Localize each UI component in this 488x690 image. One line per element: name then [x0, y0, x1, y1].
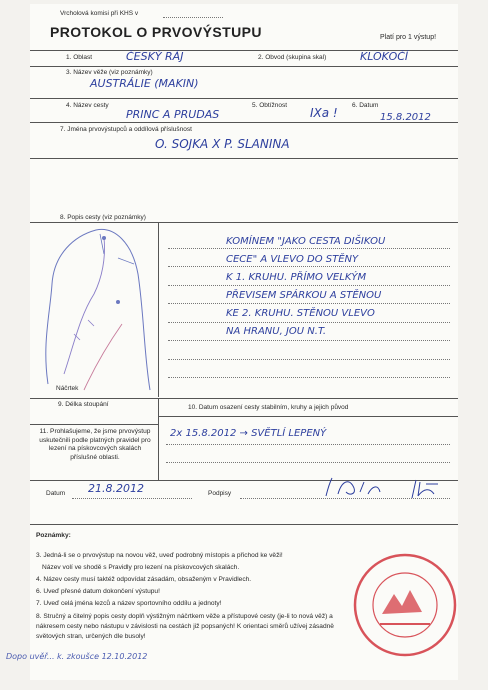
row-line-9 [30, 398, 458, 399]
popis-text-line: K 1. KRUHU. PŘÍMO VELKÝM [226, 272, 367, 283]
osazeni-line-1 [166, 444, 450, 445]
popis-line-2 [168, 266, 450, 267]
prohlaseni-text: 11. Prohlašujeme, že jsme prvovýstup uskutečnili podle platných pravidel pro lezení na pískovcových skalách příslušné oblasti. [39, 428, 151, 461]
valid-for-note: Platí pro 1 výstup! [380, 34, 437, 41]
popis-text-line: PŘEVISEM SPÁRKOU A STĚNOU [226, 290, 382, 301]
form-title: PROTOKOL O PRVOVÝSTUPU [50, 24, 262, 40]
row-line-3 [30, 98, 458, 99]
nazev-veze-label: 3. Název věže (viz poznámky) [66, 69, 153, 76]
popis-line-6 [168, 340, 450, 341]
datum2-underline [72, 498, 192, 499]
osazeni-value: 2x 15.8.2012 → SVĚTLÍ LEPENÝ [170, 428, 327, 439]
osazeni-line-2 [166, 462, 450, 463]
note-item: 6. Uveď přesné datum dokončení výstupu! [36, 588, 160, 595]
nazev-cesty-label: 4. Název cesty [66, 102, 109, 109]
row-line-7 [30, 158, 458, 159]
popis-text-line: KOMÍNEM "JAKO CESTA DIŠIKOU [226, 236, 386, 247]
sketch-box-divider [158, 222, 159, 397]
oblast-value: ČESKÝ RÁJ [126, 50, 184, 63]
popis-line-4 [168, 303, 450, 304]
datum2-value: 21.8.2012 [88, 482, 144, 495]
popis-line-8 [168, 377, 450, 378]
row-line-8 [30, 222, 458, 223]
note-item: 8. Stručný a čitelný popis cesty doplň výstižným náčrtkem věže a přístupové cesty (je-li to nová věž) a nákresem cesty nebo nástupu v závislosti na cestách již popsaných! K orientaci směrů užívej zásadně světových stran, určených dle busoly! [36, 613, 334, 640]
row-line-10 [30, 424, 158, 425]
row-line-1 [30, 66, 458, 67]
popis-text-line: KE 2. KRUHU. STĚNOU VLEVO [226, 308, 375, 319]
popis-line-7 [168, 359, 450, 360]
obtiznost-label: 5. Obtížnost [252, 102, 288, 109]
osazeni-underline [158, 416, 458, 417]
route-sketch [34, 224, 154, 394]
popis-text-line: CECE" A VLEVO DO STĚNY [226, 254, 359, 265]
protocol-form [6, 4, 458, 680]
note-item: 3. Jedná-li se o prvovýstup na novou věž, uveď podrobný místopis a přichod ke věži! [36, 552, 283, 559]
delka-label: 9. Délka stoupání [58, 401, 109, 408]
nazev-veze-value: AUSTRÁLIE (MAKIN) [90, 77, 199, 90]
jmena-label: 7. Jména prvovýstupců a oddílová příslušnost [60, 126, 192, 133]
committee-line: Vrcholová komisi při KHS v [60, 10, 139, 17]
nazev-cesty-value: PRINC A PRUDAS [126, 108, 220, 121]
obvod-label: 2. Obvod (skupina skal) [258, 54, 327, 61]
obtiznost-value: IXa ! [310, 106, 338, 120]
notes-divider [30, 524, 458, 525]
jmena-value: O. SOJKA X P. SLANINA [155, 137, 290, 151]
popis-text-line: NA HRANU, JOU N.T. [226, 326, 327, 337]
osazeni-label: 10. Datum osazení cesty stabilním, kruhy a jejich původ [188, 404, 349, 411]
footer-note: Dopo uvěř... k. zkoušce 12.10.2012 [6, 652, 148, 661]
note-item: 4. Název cesty musí taktéž odpovídat zásadám, obsaženým v Pravidlech. [36, 576, 252, 583]
datum-label: 6. Datum [352, 102, 379, 109]
notes-heading: Poznámky: [36, 532, 71, 539]
note-item: 7. Uveď celá jména lezců a název sportovního oddílu a jednoty! [36, 600, 222, 607]
prohlaseni-divider [158, 416, 159, 480]
popis-label: 8. Popis cesty (viz poznámky) [60, 214, 146, 221]
obvod-value: KLOKOČÍ [360, 50, 409, 63]
committee-line-underline [163, 17, 223, 18]
note-item: Název volí ve shodě s Pravidly pro lezení na pískovcových skalách. [42, 564, 240, 571]
oblast-label: 1. Oblast [66, 54, 93, 61]
nacrtek-label: Náčrtek [56, 385, 79, 392]
official-stamp [350, 550, 460, 660]
popis-line-3 [168, 285, 450, 286]
podpisy-label: Podpisy [208, 490, 232, 497]
signatures [320, 474, 450, 502]
datum-value: 15.8.2012 [380, 112, 431, 123]
row-line-4 [30, 122, 458, 123]
popis-line-1 [168, 248, 450, 249]
datum2-label: Datum [46, 490, 66, 497]
popis-line-5 [168, 322, 450, 323]
